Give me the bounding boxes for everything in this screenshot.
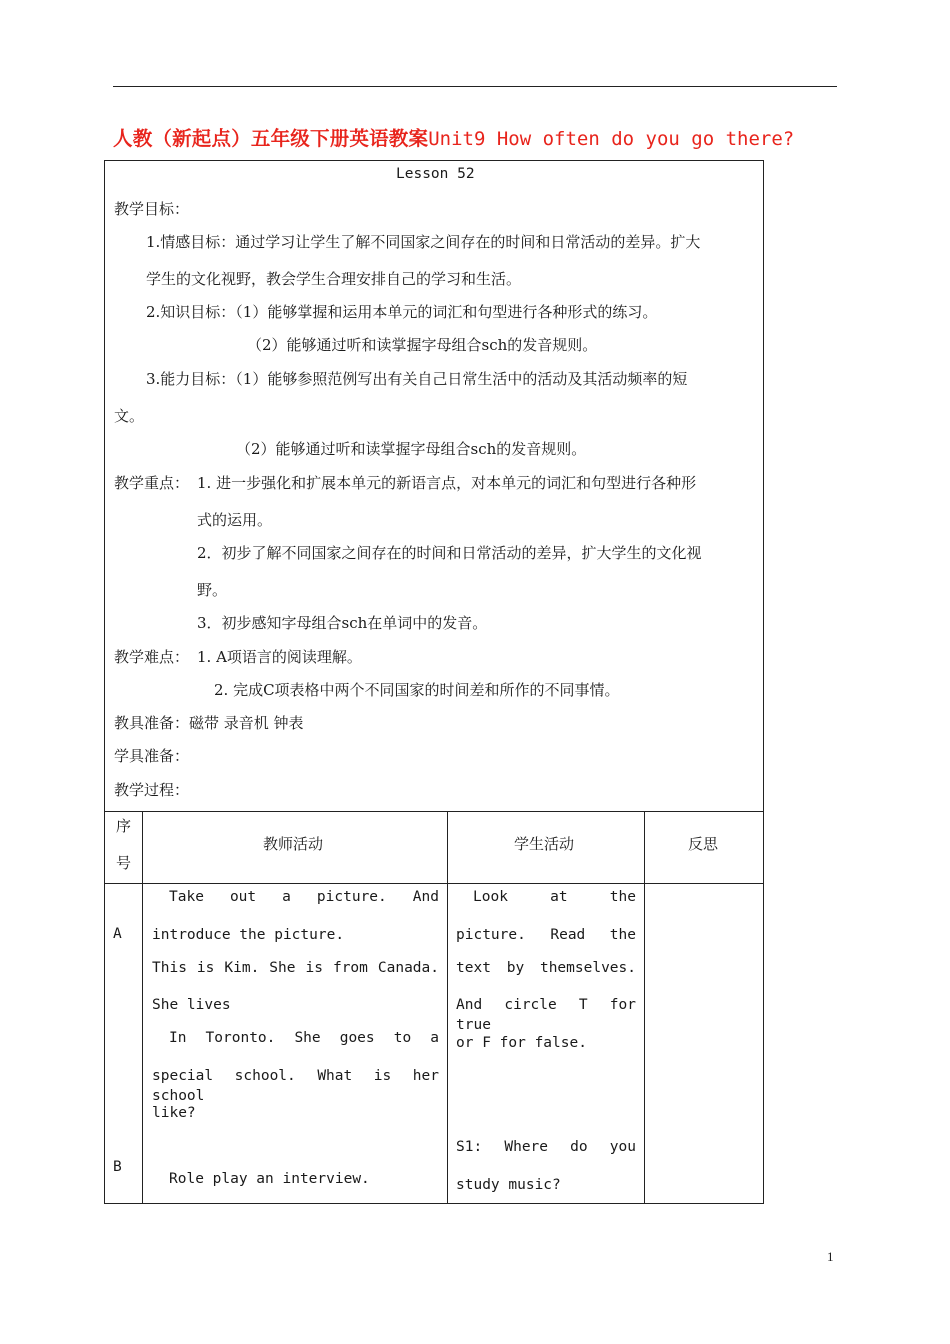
difficulty-line-1: 1. A项语言的阅读理解。 — [197, 648, 362, 666]
row-a-student-line-1: Look at the — [473, 889, 636, 905]
row-b-student-line-1: S1: Where do you — [456, 1139, 636, 1155]
row-a-teacher-line-5: In Toronto. She goes to a — [169, 1030, 439, 1046]
table-col-divider-2 — [447, 811, 448, 1204]
row-a-student-line-5: or F for false. — [456, 1034, 587, 1051]
difficulty-line-2: 2. 完成C项表格中两个不同国家的时间差和所作的不同事情。 — [214, 681, 620, 699]
process-heading: 教学过程： — [114, 781, 190, 799]
table-col-divider-3 — [644, 811, 645, 1204]
key-point-line-1: 1. 进一步强化和扩展本单元的新语言点，对本单元的词汇和句型进行各种形 — [197, 474, 697, 492]
row-a-student-line-4: And circle T for true — [456, 997, 636, 1033]
title-english: Unit9 How often do you go there? — [428, 128, 795, 150]
lesson-number: Lesson 52 — [396, 166, 475, 182]
row-b-teacher-line-1: Role play an interview. — [169, 1171, 370, 1187]
row-a-student-activity — [456, 887, 636, 1070]
row-a-teacher-line-1: Take out a picture. And — [169, 889, 439, 905]
page-number: 1 — [827, 1249, 834, 1264]
row-a-student-line-3: text by themselves. — [456, 959, 636, 976]
header-reflection: 反思 — [688, 835, 719, 853]
key-point-line-3: 2．初步了解不同国家之间存在的时间和日常活动的差异，扩大学生的文化视 — [197, 544, 702, 562]
objective-1-line-1: 1.情感目标：通过学习让学生了解不同国家之间存在的时间和日常活动的差异。扩大 — [146, 233, 701, 251]
objective-3-line-2: 文。 — [114, 407, 145, 425]
header-teacher-activity: 教师活动 — [263, 835, 324, 853]
objective-2-line-2: （2）能够通过听和读掌握字母组合sch的发音规则。 — [247, 336, 598, 354]
row-a-student-line-2: picture. Read the — [456, 926, 636, 943]
document-title — [113, 123, 843, 151]
student-preparation: 学具准备： — [114, 747, 190, 765]
row-b-seq: B — [113, 1159, 122, 1175]
row-a-teacher-line-2: introduce the picture. — [152, 926, 345, 943]
header-rule — [113, 86, 837, 87]
row-a-teacher-line-7: like? — [152, 1105, 196, 1121]
row-a-teacher-line-3: This is Kim. She is from Canada. — [152, 959, 439, 976]
row-a-teacher-activity — [152, 887, 439, 1141]
header-student-activity: 学生活动 — [514, 835, 575, 853]
objective-2-line-1: 2.知识目标：（1）能够掌握和运用本单元的词汇和句型进行各种形式的练习。 — [146, 303, 658, 321]
row-a-teacher-line-6: special school. What is her school — [152, 1067, 439, 1104]
objective-3-line-1: 3.能力目标：（1）能够参照范例写出有关自己日常生活中的活动及其活动频率的短 — [146, 370, 688, 388]
objective-1-line-2: 学生的文化视野，教会学生合理安排自己的学习和生活。 — [146, 270, 522, 288]
key-points-label: 教学重点： — [114, 474, 190, 492]
row-a-teacher-line-4: She lives — [152, 997, 231, 1013]
row-b-student-activity — [456, 1137, 636, 1212]
key-point-line-5: 3．初步感知字母组合sch在单词中的发音。 — [197, 614, 488, 632]
difficulties-label: 教学难点： — [114, 648, 190, 666]
header-seq-bottom: 号 — [116, 854, 132, 872]
objective-3-line-3: （2）能够通过听和读掌握字母组合sch的发音规则。 — [236, 440, 587, 458]
table-col-divider-1 — [142, 811, 143, 1204]
row-b-student-line-2: study music? — [456, 1176, 561, 1193]
table-top-border — [104, 811, 764, 812]
header-seq-top: 序 — [116, 817, 132, 835]
key-point-line-4: 野。 — [197, 581, 228, 599]
key-point-line-2: 式的运用。 — [197, 511, 273, 529]
title-chinese: 人教（新起点）五年级下册英语教案 — [113, 127, 429, 150]
teaching-aids: 教具准备：磁带 录音机 钟表 — [114, 714, 304, 732]
objectives-heading: 教学目标： — [114, 200, 190, 218]
row-a-seq: A — [113, 926, 122, 942]
table-header-border — [104, 883, 764, 884]
